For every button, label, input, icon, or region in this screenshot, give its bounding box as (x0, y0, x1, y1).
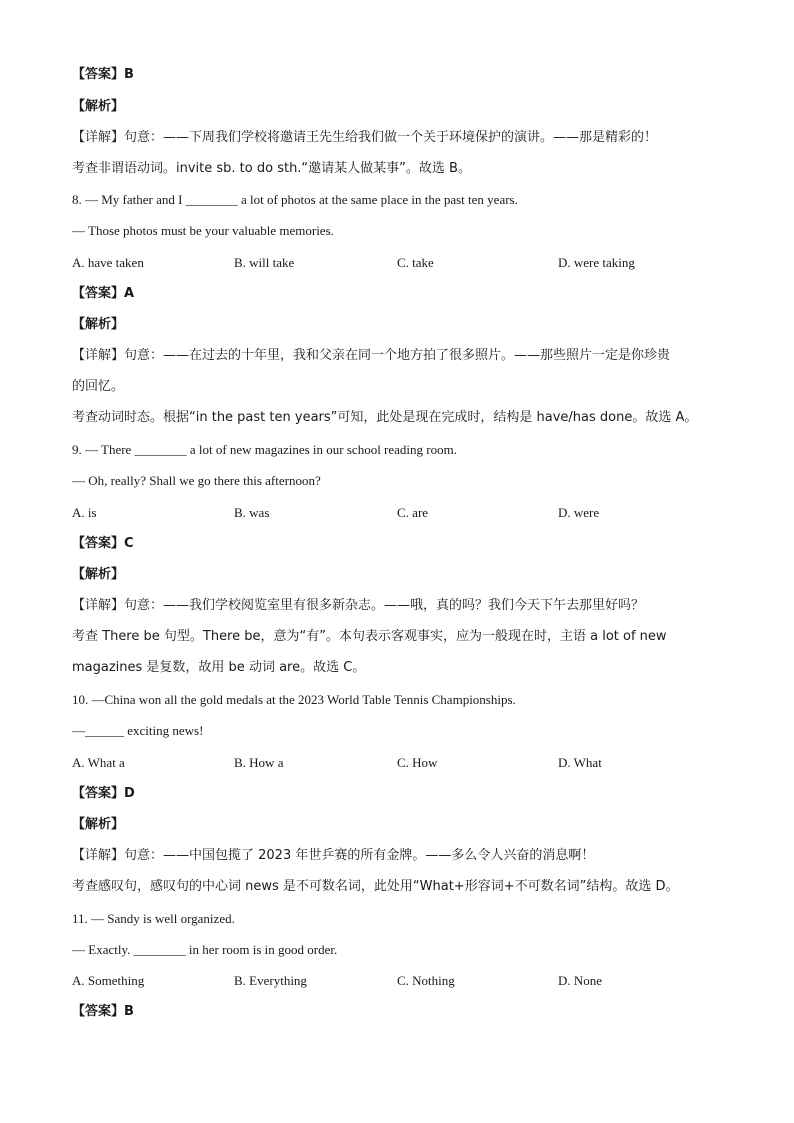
q10-reply: —______ exciting news! (72, 723, 204, 738)
q8-options (72, 252, 722, 274)
q9-stem: 9. — There ________ a lot of new magazines in our school reading room. (72, 442, 457, 457)
q9-option-c: C. are (397, 505, 429, 520)
q8-detail: 【详解】句意：——在过去的十年里，我和父亲在同一个地方拍了很多照片。——那些照片一定是你珍贵 (72, 348, 671, 363)
answer-label: 【答案】B (72, 67, 134, 82)
q10-explain: 考查感叹句，感叹句的中心词 news 是不可数名词，此处用“What+形容词+不可数名词”结构。故选 D。 (72, 879, 679, 894)
q10-stem: 10. —China won all the gold medals at the 2023 World Table Tennis Championships. (72, 692, 516, 707)
q9-option-a: A. is (72, 505, 97, 520)
q10-answer: 【答案】D (72, 786, 135, 801)
q9-explain: 考查 There be 句型。There be，意为“有”。本句表示客观事实，应为一般现在时，主语 a lot of new (72, 629, 667, 644)
q9-options (72, 502, 722, 524)
q9-answer: 【答案】C (72, 536, 134, 551)
q8-option-d: D. were taking (558, 255, 635, 270)
q10-option-b: B. How a (234, 755, 284, 770)
detail-text: 【详解】句意：——下周我们学校将邀请王先生给我们做一个关于环境保护的演讲。——那是精彩的！ (72, 130, 658, 145)
q9-explain-cont: magazines 是复数，故用 be 动词 are。故选 C。 (72, 660, 366, 675)
q11-option-c: C. Nothing (397, 973, 455, 988)
q11-option-a: A. Something (72, 973, 145, 988)
q11-answer: 【答案】B (72, 1004, 134, 1019)
q8-analysis: 【解析】 (72, 317, 125, 332)
q8-option-a: A. have taken (72, 255, 144, 270)
q8-explain: 考查动词时态。根据“in the past ten years”可知，此处是现在完成时，结构是 have/has done。故选 A。 (72, 410, 698, 425)
q10-option-d: D. What (558, 755, 602, 770)
q8-stem: 8. — My father and I ________ a lot of photos at the same place in the past ten years. (72, 192, 518, 207)
q10-detail: 【详解】句意：——中国包揽了 2023 年世乒赛的所有金牌。——多么令人兴奋的消息啊！ (72, 848, 595, 863)
q8-reply: — Those photos must be your valuable memories. (72, 223, 334, 238)
q9-analysis: 【解析】 (72, 567, 125, 582)
q8-option-c: C. take (397, 255, 434, 270)
analysis-label: 【解析】 (72, 99, 125, 114)
q11-option-d: D. None (558, 973, 603, 988)
q11-reply: — Exactly. ________ in her room is in good order. (72, 942, 338, 957)
q11-option-b: B. Everything (234, 973, 307, 988)
q9-option-d: D. were (558, 505, 600, 520)
q9-detail: 【详解】句意：——我们学校阅览室里有很多新杂志。——哦，真的吗？我们今天下午去那里好吗？ (72, 598, 645, 613)
q8-option-b: B. will take (234, 255, 295, 270)
explain-text: 考查非谓语动词。invite sb. to do sth.“邀请某人做某事”。故选 B。 (72, 161, 471, 176)
q8-detail-cont: 的回忆。 (72, 379, 125, 394)
q9-reply: — Oh, really? Shall we go there this afternoon? (72, 473, 321, 488)
q10-analysis: 【解析】 (72, 817, 125, 832)
q10-option-a: A. What a (72, 755, 125, 770)
q11-stem: 11. — Sandy is well organized. (72, 911, 235, 926)
q9-option-b: B. was (234, 505, 270, 520)
q8-answer: 【答案】A (72, 286, 135, 301)
q10-option-c: C. How (397, 755, 438, 770)
q11-options (72, 970, 722, 992)
q10-options (72, 752, 722, 774)
